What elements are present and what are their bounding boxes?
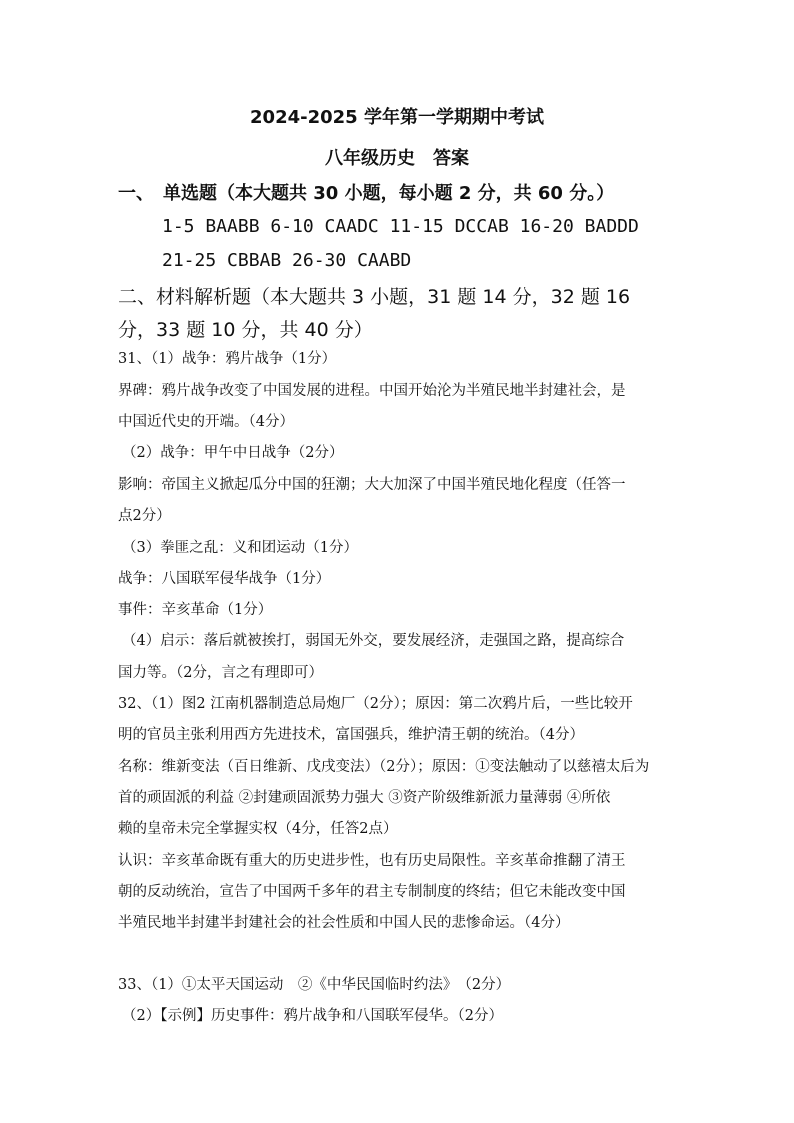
- q31-part1: 31、（1）战争：鸦片战争（1分）: [118, 351, 337, 367]
- q31-part3: （3）拳匪之乱：义和团运动（1分）: [122, 540, 358, 556]
- q31-part4: （4）启示：落后就被挨打，弱国无外交，要发展经济，走强国之路，提高综合: [122, 633, 625, 649]
- q31-part1-detail-cont: 中国近代史的开端。（4分）: [118, 414, 294, 430]
- q31-part1-detail: 界碑：鸦片战争改变了中国发展的进程。中国开始沦为半殖民地半封建社会，是: [118, 383, 626, 399]
- q33-part1: 33、（1）①太平天国运动 ②《中华民国临时约法》 （2分）: [118, 977, 511, 993]
- q32-part3-cont2: 半殖民地半封建半封建社会的社会性质和中国人民的悲惨命运。（4分）: [118, 915, 570, 931]
- q31-part3-event: 事件：辛亥革命（1分）: [118, 602, 273, 618]
- q32-part3-cont: 朝的反动统治，宣告了中国两千多年的君主专制制度的终结；但它未能改变中国: [118, 884, 626, 900]
- q31-part4-cont: 国力等。（2分，言之有理即可）: [118, 665, 323, 681]
- q32-part1: 32、（1）图2 江南机器制造总局炮厂（2分）；原因：第二次鸦片后，一些比较开: [118, 696, 633, 712]
- q32-part1-cont: 明的官员主张利用西方先进技术，富国强兵，维护清王朝的统治。（4分）: [118, 727, 584, 743]
- exam-subtitle: 八年级历史 答案: [325, 148, 469, 169]
- q31-part2: （2）战争：甲午中日战争（2分）: [122, 445, 344, 461]
- section1-answers-line2: 21-25 CBBAB 26-30 CAABD: [162, 250, 412, 271]
- q32-part2: 名称：维新变法（百日维新、戊戌变法）（2分）；原因：①变法触动了以慈禧太后为: [118, 759, 650, 775]
- q31-part2-impact: 影响：帝国主义掀起瓜分中国的狂潮；大大加深了中国半殖民地化程度（任答一: [118, 477, 626, 493]
- exam-title: 2024-2025 学年第一学期期中考试: [250, 107, 544, 128]
- q32-part2-cont: 首的顽固派的利益 ②封建顽固派势力强大 ③资产阶级维新派力量薄弱 ④所依: [118, 790, 611, 806]
- q31-part3-war: 战争：八国联军侵华战争（1分）: [118, 571, 331, 587]
- q31-part2-impact-cont: 点2分）: [118, 508, 171, 524]
- section2-heading-line2: 分，33 题 10 分，共 40 分）: [118, 319, 373, 341]
- section2-heading-line1: 二、材料解析题（本大题共 3 小题，31 题 14 分，32 题 16: [118, 286, 631, 308]
- q32-part2-cont2: 赖的皇帝未完全掌握实权（4分，任答2点）: [118, 821, 398, 837]
- q32-part3: 认识：辛亥革命既有重大的历史进步性，也有历史局限性。辛亥革命推翻了清王: [118, 853, 626, 869]
- section1-answers-line1: 1-5 BAABB 6-10 CAADC 11-15 DCCAB 16-20 BADDD: [162, 216, 639, 237]
- section1-heading: 一、 单选题（本大题共 30 小题，每小题 2 分，共 60 分。）: [118, 183, 615, 204]
- q33-part2: （2）【示例】历史事件：鸦片战争和八国联军侵华。（2分）: [122, 1008, 503, 1024]
